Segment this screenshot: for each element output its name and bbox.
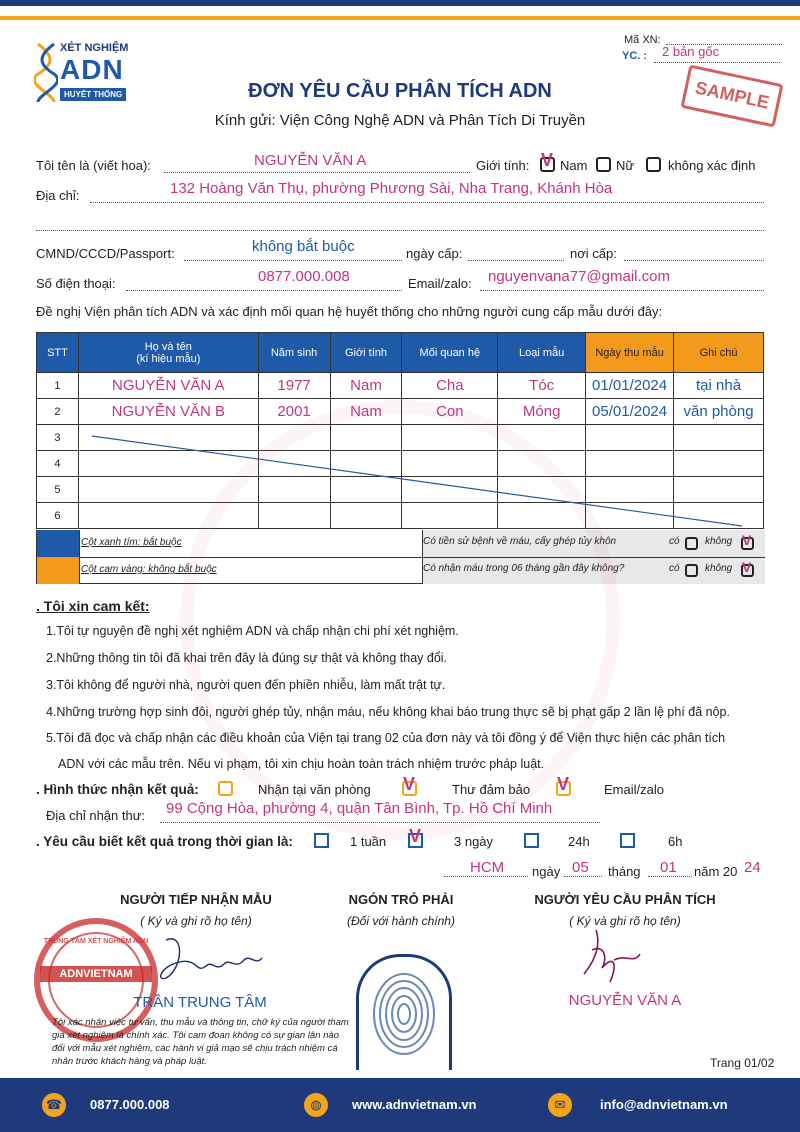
- phone-icon: ☎: [42, 1093, 66, 1117]
- footer-web[interactable]: www.adnvietnam.vn: [352, 1097, 477, 1112]
- th-note: Ghi chú: [674, 333, 764, 373]
- q2-no-label: không: [705, 563, 733, 574]
- legend-orange-text: Cột cam vàng: không bắt buộc: [81, 564, 217, 575]
- time-3day-label: 3 ngày: [454, 834, 494, 849]
- receiver-name: TRẦN TRUNG TÂM: [133, 994, 267, 1011]
- method-mail-checkbox[interactable]: V: [402, 780, 417, 796]
- logo-line1: XÉT NGHIỆM: [60, 42, 129, 54]
- footer-phone[interactable]: 0877.000.008: [90, 1097, 170, 1112]
- phone-line: [126, 290, 402, 291]
- footer-email[interactable]: info@adnvietnam.vn: [600, 1097, 728, 1112]
- gender-nam-checkbox[interactable]: V: [540, 156, 555, 172]
- date-month[interactable]: 01: [660, 859, 677, 876]
- address-field[interactable]: 132 Hoàng Văn Thụ, phường Phương Sài, Nha Trang, Khánh Hòa: [170, 180, 613, 197]
- receiver-title: NGƯỜI TIẾP NHẬN MẪU: [120, 892, 272, 907]
- time-1week-checkbox[interactable]: [314, 832, 329, 848]
- email-line: [480, 290, 764, 291]
- mail-addr-label: Địa chỉ nhận thư:: [46, 808, 146, 823]
- fingerprint-icon: [371, 969, 437, 1059]
- id-field[interactable]: không bắt buộc: [252, 238, 355, 255]
- top-bar: [0, 0, 800, 6]
- watermark: [180, 400, 620, 840]
- phone-label: Số điện thoại:: [36, 276, 116, 291]
- th-sample: Loại mẫu: [498, 333, 586, 373]
- th-name: Họ và tên (kí hiệu mẫu): [78, 333, 258, 373]
- finger-sub: (Đối với hành chính): [347, 914, 455, 928]
- method-email-label: Email/zalo: [604, 782, 664, 797]
- page-subtitle: Kính gửi: Viện Công Nghệ ADN và Phân Tích Di Truyền: [214, 112, 586, 129]
- yc-label: YC. :: [622, 50, 648, 62]
- mail-addr-line: [160, 822, 600, 823]
- date-year[interactable]: 24: [744, 859, 761, 876]
- receiver-sub: ( Ký và ghi rõ họ tên): [140, 914, 252, 928]
- th-relation: Mối quan hệ: [402, 333, 498, 373]
- email-label: Email/zalo:: [408, 276, 472, 291]
- disclaimer: Tôi xác nhận việc tư vấn, thu mẫu và thông tin, chữ ký của người tham gia xét nghiệm là chính xác. Tôi cam đoan không có sự gian lận nào đối với mẫu xét nghiệm, các hành vi giả mạo sẽ chịu trách nhiệm cá nhân trước khách hàng và pháp luật.: [52, 1017, 349, 1067]
- time-24h-label: 24h: [568, 834, 590, 849]
- address-label: Địa chỉ:: [36, 188, 80, 203]
- gender-label: Giới tính:: [476, 158, 530, 173]
- th-date: Ngày thu mẫu: [586, 333, 674, 373]
- address-line: [90, 202, 764, 203]
- address-line2: [36, 230, 764, 231]
- q1-no-label: không: [705, 536, 733, 547]
- date-day[interactable]: 05: [572, 859, 589, 876]
- stamp-center-text: ADNVIETNAM: [40, 966, 152, 982]
- footer: [0, 1078, 800, 1132]
- commit-item-2: 2.Những thông tin tôi đã khai trên đây là đúng sự thật và không thay đổi.: [46, 651, 448, 665]
- email-field[interactable]: nguyenvana77@gmail.com: [488, 268, 670, 285]
- commit-item-5: 5.Tôi đã đọc và chấp nhận các điều khoản của Viện tại trang 02 của đơn này và tôi đồng ý để Viện thực hiện các phân tích: [46, 731, 726, 745]
- name-field[interactable]: NGUYỄN VĂN A: [254, 152, 367, 169]
- legend-orange-swatch: [37, 557, 79, 584]
- time-6h-label: 6h: [668, 834, 683, 849]
- method-email-checkbox[interactable]: V: [556, 780, 571, 796]
- issue-place-label: nơi cấp:: [570, 246, 617, 261]
- globe-icon: ◍: [304, 1093, 328, 1117]
- q1-no-checkbox[interactable]: V: [741, 535, 754, 550]
- gender-nu-label: Nữ: [616, 158, 635, 173]
- method-mail-label: Thư đảm bảo: [452, 782, 531, 797]
- logo-line2: ADN: [60, 54, 124, 85]
- mail-icon: ✉: [548, 1093, 572, 1117]
- q1-text: Có tiền sử bệnh về máu, cấy ghép tủy khôn: [423, 536, 617, 547]
- logo-line3: HUYẾT THỐNG: [60, 88, 126, 101]
- issue-place-line[interactable]: [624, 260, 764, 261]
- receiver-signature: [146, 930, 266, 990]
- time-3day-checkbox[interactable]: V: [408, 832, 423, 848]
- th-stt: STT: [37, 333, 79, 373]
- date-place[interactable]: HCM: [470, 859, 505, 876]
- gender-nam-label: Nam: [560, 158, 588, 173]
- issue-date-label: ngày cấp:: [406, 246, 463, 261]
- time-24h-checkbox[interactable]: [524, 832, 539, 848]
- q2-no-checkbox[interactable]: V: [741, 562, 754, 577]
- method-label: . Hình thức nhận kết quả:: [36, 782, 199, 797]
- requester-name: NGUYỄN VĂN A: [568, 992, 682, 1009]
- commit-item-4: 4.Những trường hợp sinh đôi, người ghép tủy, nhận máu, nếu không khai báo trung thực sẽ bị phạt gấp 2 lần lệ phí đã nộp.: [46, 705, 730, 719]
- table-row: 4: [37, 451, 764, 477]
- commit-item-3: 3.Tôi không để người nhà, người quen đến phiền nhiễu, làm mất trật tự.: [46, 678, 446, 692]
- commit-item-1: 1.Tôi tự nguyện đề nghị xét nghiệm ADN và chấp nhận chi phí xét nghiệm.: [46, 624, 459, 638]
- yc-value: 2 bản gốc: [662, 44, 720, 59]
- yc-row: [622, 44, 782, 62]
- table-row: 6: [37, 503, 764, 529]
- th-year: Năm sinh: [258, 333, 330, 373]
- requester-signature: [574, 924, 644, 988]
- legend-blue-text: Cột xanh tím: bắt buộc: [81, 537, 182, 548]
- request-text: Đề nghị Viện phân tích ADN và xác định mối quan hệ huyết thống cho những người cung cấp mẫu dưới đây:: [36, 304, 663, 319]
- phone-field[interactable]: 0877.000.008: [258, 268, 350, 285]
- finger-title: NGÓN TRỎ PHẢI: [348, 892, 454, 907]
- top-accent-line: [0, 16, 800, 20]
- table-row: 3: [37, 425, 764, 451]
- page-number: Trang 01/02: [710, 1056, 775, 1070]
- mail-addr-field[interactable]: 99 Cộng Hòa, phường 4, quận Tân Bình, Tp. Hồ Chí Minh: [166, 800, 553, 817]
- sample-stamp: SAMPLE: [680, 65, 783, 128]
- q1-yes-checkbox[interactable]: [685, 535, 698, 550]
- table-row: 1 NGUYỄN VĂN A 1977 Nam Cha Tóc 01/01/2024 tại nhà: [37, 373, 764, 399]
- fingerprint-box: [356, 954, 452, 1070]
- q2-yes-checkbox[interactable]: [685, 562, 698, 577]
- issue-date-line[interactable]: [468, 260, 564, 261]
- ma-xn-label: Mã XN:: [624, 34, 661, 46]
- page-title: ĐƠN YÊU CẦU PHÂN TÍCH ADN: [248, 80, 552, 102]
- name-label: Tôi tên là (viết hoa):: [36, 158, 151, 173]
- requester-sub: ( Ký và ghi rõ họ tên): [569, 914, 681, 928]
- q2-text: Có nhận máu trong 06 tháng gần đây không?: [423, 563, 625, 574]
- commit-item-5-cont: ADN với các mẫu trên. Nếu vi phạm, tôi xin chịu hoàn toàn trách nhiệm trước pháp luật.: [58, 757, 545, 771]
- time-1week-label: 1 tuần: [350, 834, 387, 849]
- gender-nu-checkbox[interactable]: [596, 156, 611, 172]
- method-office-checkbox[interactable]: [218, 780, 233, 796]
- stamp-ring-text: TRUNG TÂM XÉT NGHIỆM ADN: [43, 938, 149, 945]
- id-label: CMND/CCCD/Passport:: [36, 246, 175, 261]
- id-line: [184, 260, 402, 261]
- table-row: 5: [37, 477, 764, 503]
- q2-yes-label: có: [669, 563, 680, 574]
- requester-title: NGƯỜI YÊU CẦU PHÂN TÍCH: [534, 892, 716, 907]
- table-row: 2 NGUYỄN VĂN B 2001 Nam Con Móng 05/01/2024 văn phòng: [37, 399, 764, 425]
- legend-blue-swatch: [37, 530, 79, 557]
- gender-other-checkbox[interactable]: [646, 156, 661, 172]
- commit-title: . Tôi xin cam kết:: [36, 598, 150, 614]
- time-6h-checkbox[interactable]: [620, 832, 635, 848]
- method-office-label: Nhận tại văn phòng: [258, 782, 371, 797]
- q1-yes-label: có: [669, 536, 680, 547]
- gender-other-label: không xác định: [668, 158, 756, 173]
- th-gender: Giới tính: [330, 333, 402, 373]
- name-line: [164, 172, 470, 173]
- time-label: . Yêu cầu biết kết quả trong thời gian là:: [36, 834, 293, 849]
